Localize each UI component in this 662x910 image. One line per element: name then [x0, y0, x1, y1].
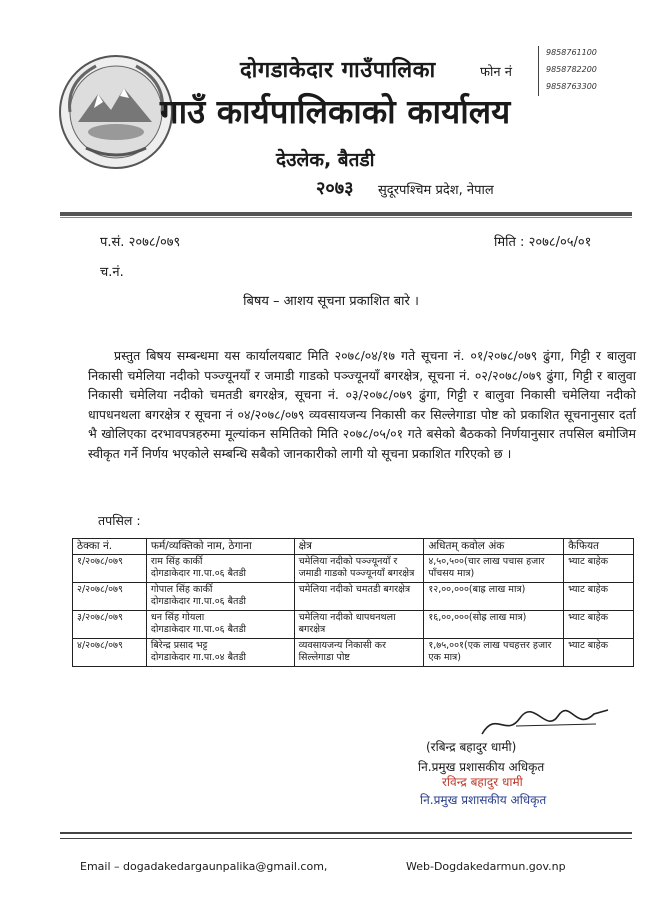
bidder-name: बिरेन्द्र प्रसाद भट्ट [150, 639, 208, 651]
footer-divider-thin [60, 838, 632, 839]
establishment-year: २०७३ [316, 178, 354, 199]
signatory-role: नि.प्रमुख प्रशासकीय अधिकृत [418, 760, 545, 774]
details-label: तपसिल : [98, 513, 141, 528]
letter-date: मिति : २०७८/०५/०१ [494, 235, 592, 250]
area-cell: चमेलिया नदीको पञ्ज्यूनयाँ र जमाडी गाडको पञ्ज्यूनयाँ बगरक्षेत्र [294, 554, 424, 582]
municipality-name: दोगडाकेदार गाउँपालिका [240, 58, 436, 83]
footer-website: Web-Dogdakedarmun.gov.np [406, 860, 566, 873]
bid-amount: १,७५,००१(एक लाख पचहत्तर हजार एक मात्र) [424, 638, 564, 666]
footer-divider [60, 832, 632, 834]
nepal-emblem-logo [56, 52, 176, 172]
contract-number: ३/२०७८/०७९ [73, 610, 147, 638]
reference-number: प.सं. २०७८/०७९ [100, 235, 181, 250]
column-header: अधितम् कवोल अंक [424, 539, 564, 555]
header-divider-thin [60, 217, 632, 218]
contract-number: २/२०७८/०७९ [73, 582, 147, 610]
area-cell: व्यवसायजन्य निकासी कर सिल्लेगाडा पोष्ट [294, 638, 424, 666]
bid-amount: ४,५०,५००(चार लाख पचास हजार पाँचसय मात्र) [424, 554, 564, 582]
province-label: सुदूरपश्चिम प्रदेश, नेपाल [378, 183, 494, 198]
bidder-address: दोगडाकेदार गा.पा.०४ बैतडी [150, 652, 247, 663]
header-divider [60, 212, 632, 216]
bidder-cell [146, 582, 294, 610]
column-header: ठेक्का नं. [73, 539, 147, 555]
bidder-address: दोगडाकेदार गा.पा.०६ बैतडी [150, 624, 247, 635]
phone-number: 9858761100 [546, 48, 597, 57]
area-cell: चमेलिया नदीको चमतडी बगरक्षेत्र [294, 582, 424, 610]
area-cell: चमेलिया नदीको धापधनथला बगरक्षेत्र [294, 610, 424, 638]
column-header: क्षेत्र [294, 539, 424, 555]
letter-subject: बिषय – आशय सूचना प्रकाशित बारे । [243, 294, 419, 309]
office-title: गाउँ कार्यपालिकाको कार्यालय [160, 92, 511, 131]
office-location: देउलेक, बैतडी [276, 149, 375, 171]
table-row [73, 554, 634, 582]
bidder-name: राम सिंह कार्की [150, 555, 203, 567]
bidder-cell [146, 610, 294, 638]
dispatch-number: च.नं. [100, 265, 124, 280]
phone-numbers [546, 44, 597, 95]
table-row [73, 610, 634, 638]
bidder-name: धन सिंह गोयला [150, 611, 205, 623]
bidder-cell [146, 554, 294, 582]
bid-amount: १६,००,०००(सोह्र लाख मात्र) [424, 610, 564, 638]
bid-amount: १२,००,०००(बाह्र लाख मात्र) [424, 582, 564, 610]
contract-number: ४/२०७८/०७९ [73, 638, 147, 666]
letter-body: प्रस्तुत बिषय सम्बन्धमा यस कार्यालयबाट मिति २०७८/०४/१७ गते सूचना नं. ०१/२०७८/०७९ ढुंगा, गिट्टी र बालुवा निकासी चमेलिया नदीको पञ्ज्यूनयाँ र जमाडी गाडको पञ्ज्यूनयाँ बगरक्षेत्र, सूचना नं. ०२/२०७८/०७९ ढुंगा, गिट्टी र बालुवा निकासी चमेलिया नदीको चमतडी बगरक्षेत्र, सूचना नं. ०३/२०७८/०७९ ढुंगा, गिट्टी र बालुवा निकासी चमेलिया नदीको धापधनथला बगरक्षेत्र र सूचना नं ०४/२०७८/०७९ व्यवसायजन्य निकासी कर सिल्लेगाडा पोष्ट को प्रकाशित सूचनानुसार दर्ता भै खोलिएका दरभावपत्रहरुमा मूल्यांकन समितिको मिति २०७८/०५/०१ गते बसेको बैठकको निर्णयानुसार तपसिल बमोजिम स्वीकृत गर्ने निर्णय भएकोले सम्बन्धि सबैको जानकारीको लागी यो सूचना प्रकाशित गरिएको छ । [88, 348, 636, 461]
remark-cell: भ्याट बाहेक [564, 554, 634, 582]
remark-cell: भ्याट बाहेक [564, 638, 634, 666]
bidder-address: दोगडाकेदार गा.पा.०६ बैतडी [150, 596, 247, 607]
table-row [73, 582, 634, 610]
stamp-role: नि.प्रमुख प्रशासकीय अधिकृत [420, 793, 547, 807]
remark-cell: भ्याट बाहेक [564, 610, 634, 638]
footer-email: Email – dogadakedargaunpalika@gmail.com, [80, 860, 328, 873]
phone-number: 9858763300 [546, 82, 597, 91]
table-header-row [73, 539, 634, 555]
signatory-name: (रबिन्द्र बहादुर धामी) [426, 740, 517, 754]
table-row [73, 638, 634, 666]
column-header: फर्म/व्यक्तिको नाम, ठेगाना [146, 539, 294, 555]
bidder-cell [146, 638, 294, 666]
phone-number: 9858782200 [546, 65, 597, 74]
phone-label: फोन नं [480, 65, 512, 80]
bidder-address: दोगडाकेदार गा.पा.०६ बैतडी [150, 568, 247, 579]
bidder-name: गोपाल सिंह कार्की [150, 583, 213, 595]
remark-cell: भ्याट बाहेक [564, 582, 634, 610]
column-header: कैफियत [564, 539, 634, 555]
stamp-name: रविन्द्र बहादुर धामी [442, 775, 523, 789]
contract-number: १/२०७८/०७९ [73, 554, 147, 582]
contract-table [72, 538, 634, 667]
